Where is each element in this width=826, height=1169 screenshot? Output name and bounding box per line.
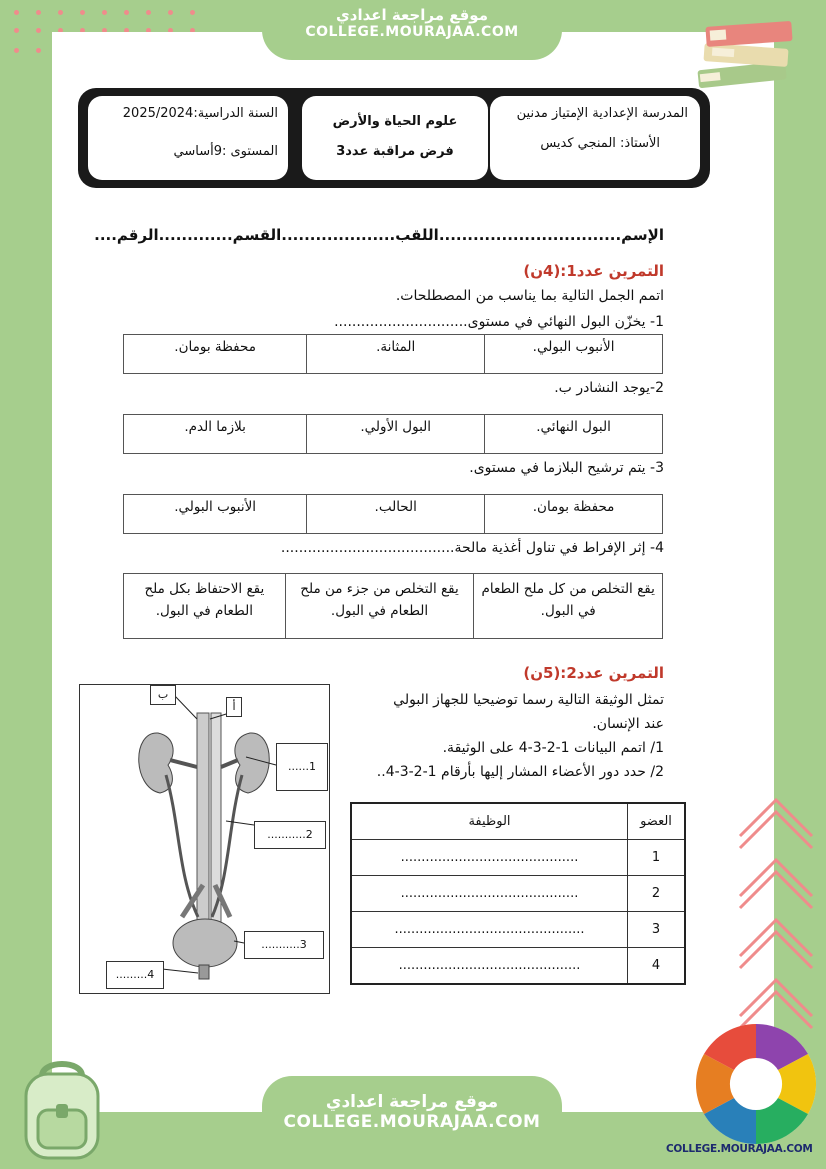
organ-number: 4 bbox=[628, 948, 686, 985]
year-info bbox=[88, 96, 288, 180]
backpack-icon bbox=[12, 1058, 112, 1162]
question2-options bbox=[123, 414, 663, 454]
school-name: المدرسة الإعدادية الإمتياز مدنين bbox=[516, 106, 688, 121]
question4-options bbox=[123, 573, 663, 639]
option-q3-c[interactable]: الأنبوب البولي. bbox=[124, 495, 307, 534]
bottom-banner bbox=[262, 1076, 562, 1169]
school-year: السنة الدراسية:2025/2024 bbox=[122, 106, 278, 121]
exercise2-text2: عند الإنسان. bbox=[592, 716, 664, 732]
header-function: الوظيفة bbox=[351, 803, 628, 840]
exam-title: فرض مراقبة عدد3 bbox=[336, 144, 454, 159]
dot bbox=[190, 10, 195, 15]
dot bbox=[146, 10, 151, 15]
question4: 4- إثر الإفراط في تناول أغذية مالحة....................................... bbox=[280, 540, 664, 556]
site-name: موقع مراجعة اعدادي bbox=[336, 6, 488, 24]
school-info bbox=[490, 96, 700, 180]
exam-header bbox=[78, 88, 710, 188]
dot bbox=[14, 48, 19, 53]
organ-number: 3 bbox=[628, 912, 686, 948]
chevrons-decoration bbox=[734, 790, 818, 1040]
dot bbox=[168, 10, 173, 15]
top-banner bbox=[262, 0, 562, 60]
logo-text: COLLEGE.MOURAJAA.COM bbox=[666, 1143, 813, 1155]
option-q2-c[interactable]: بلازما الدم. bbox=[124, 415, 307, 454]
books-icon bbox=[690, 10, 800, 92]
exercise2-title: التمرين عدد2:(5ن) bbox=[523, 664, 664, 682]
option-q1-b[interactable]: المثانة. bbox=[307, 335, 485, 374]
header-organ: العضو bbox=[628, 803, 686, 840]
dot bbox=[58, 10, 63, 15]
question3: 3- يتم ترشيح البلازما في مستوى. bbox=[469, 460, 664, 476]
exercise2-q2: 2/ حدد دور الأعضاء المشار إليها بأرقام 1-2-3-4.. bbox=[376, 764, 664, 780]
urinary-system-figure bbox=[79, 684, 330, 994]
site-logo-icon bbox=[694, 1022, 818, 1146]
dot bbox=[36, 48, 41, 53]
subject-info bbox=[302, 96, 488, 180]
exercise1-title: التمرين عدد1:(4ن) bbox=[523, 262, 664, 280]
exercise2-q1: 1/ اتمم البيانات 1-2-3-4 على الوثيقة. bbox=[442, 740, 664, 756]
function-blank[interactable]: ........................................... bbox=[351, 876, 628, 912]
option-q2-a[interactable]: البول النهائي. bbox=[485, 415, 663, 454]
organ-function-table bbox=[350, 802, 686, 985]
organ-number: 1 bbox=[628, 840, 686, 876]
table-row bbox=[351, 948, 685, 985]
table-row bbox=[351, 912, 685, 948]
student-info-line: الإسم................................اللقب....................القسم.............الرقم.... bbox=[94, 226, 664, 244]
function-blank[interactable]: .............................................. bbox=[351, 912, 628, 948]
question2: 2-يوجد النشادر ب. bbox=[554, 380, 664, 396]
teacher-name: الأستاذ: المنجي كديس bbox=[540, 136, 660, 151]
option-q4-b[interactable]: يقع التخلص من جزء من ملح الطعام في البول. bbox=[285, 574, 474, 639]
label-2[interactable]: ...........2 bbox=[254, 821, 326, 849]
site-url[interactable]: COLLEGE.MOURAJAA.COM bbox=[305, 24, 519, 40]
option-q2-b[interactable]: البول الأولي. bbox=[307, 415, 485, 454]
label-3[interactable]: ...........3 bbox=[244, 931, 324, 959]
question1: 1- يخزّن البول النهائي في مستوى.............................. bbox=[334, 314, 664, 330]
table-row bbox=[351, 840, 685, 876]
site-url-bottom[interactable]: COLLEGE.MOURAJAA.COM bbox=[283, 1112, 541, 1132]
label-b: ب bbox=[150, 685, 176, 705]
option-q1-c[interactable]: محفظة بومان. bbox=[124, 335, 307, 374]
option-q3-b[interactable]: الحالب. bbox=[307, 495, 485, 534]
exercise1-instruction: اتمم الجمل التالية بما يناسب من المصطلحات. bbox=[395, 288, 664, 304]
function-blank[interactable]: ............................................ bbox=[351, 948, 628, 985]
dot bbox=[80, 10, 85, 15]
dot bbox=[36, 28, 41, 33]
label-a: أ bbox=[226, 697, 242, 717]
exercise2-text1: تمثل الوثيقة التالية رسما توضيحيا للجهاز البولي bbox=[393, 692, 664, 708]
label-1[interactable]: ......1 bbox=[276, 743, 328, 791]
option-q1-a[interactable]: الأنبوب البولي. bbox=[485, 335, 663, 374]
organ-number: 2 bbox=[628, 876, 686, 912]
label-4[interactable]: .........4 bbox=[106, 961, 164, 989]
grade-level: المستوى :9أساسي bbox=[173, 144, 278, 159]
question3-options bbox=[123, 494, 663, 534]
table-row bbox=[351, 876, 685, 912]
dot bbox=[102, 10, 107, 15]
function-blank[interactable]: ........................................... bbox=[351, 840, 628, 876]
subject: علوم الحياة والأرض bbox=[332, 114, 458, 129]
dot bbox=[36, 10, 41, 15]
site-name-bottom: موقع مراجعة اعدادي bbox=[325, 1092, 499, 1112]
dot bbox=[14, 28, 19, 33]
option-q3-a[interactable]: محفظة بومان. bbox=[485, 495, 663, 534]
dot bbox=[14, 10, 19, 15]
option-q4-a[interactable]: يقع التخلص من كل ملح الطعام في البول. bbox=[474, 574, 663, 639]
option-q4-c[interactable]: يقع الاحتفاظ بكل ملح الطعام في البول. bbox=[124, 574, 286, 639]
dot bbox=[124, 10, 129, 15]
question1-options bbox=[123, 334, 663, 374]
